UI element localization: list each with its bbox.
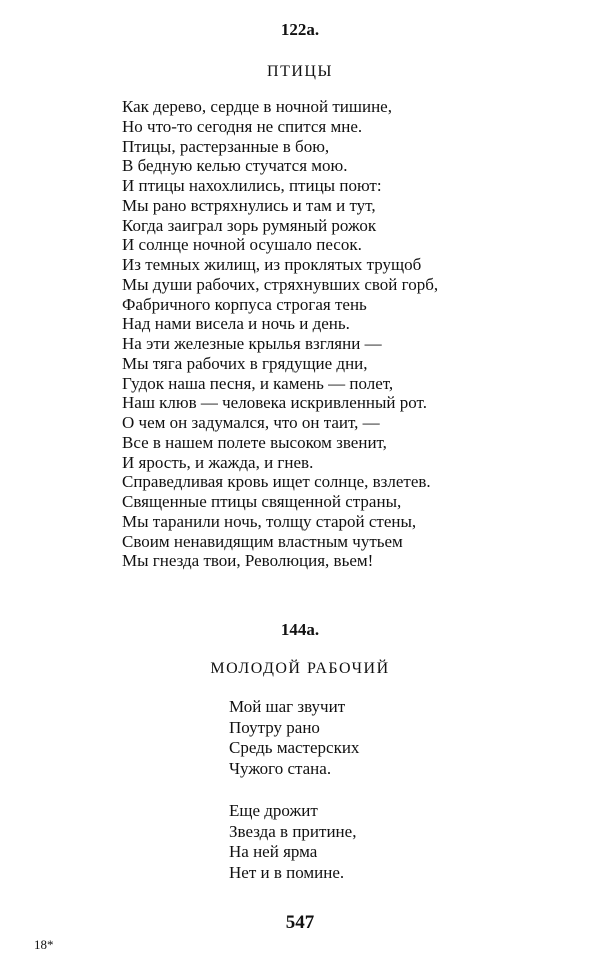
poem-line: Мы рано встряхнулись и там и тут, <box>122 195 376 215</box>
poem-line: Мы таранили ночь, толщу старой стены, <box>122 511 417 531</box>
poem-line: И солнце ночной осушало песок. <box>122 235 362 255</box>
poem-line: Еще дрожит <box>229 801 318 820</box>
poem-line: О чем он задумался, что он таит, — <box>122 413 380 432</box>
poem-line: Фабричного корпуса строгая тень <box>122 294 367 314</box>
poem-line: Когда заиграл зорь румяный рожок <box>122 215 377 235</box>
poem-line: Мы гнезда твои, Революция, вьем! <box>122 551 374 571</box>
poem-line: Справедливая кровь ищет солнце, взлетев. <box>122 472 431 492</box>
poem-line: Священные птицы священной страны, <box>122 492 402 511</box>
poem-line: Чужого стана. <box>229 759 332 779</box>
poem-title: ПТИЦЫ <box>267 63 333 80</box>
poem-line: На эти железные крылья взгляни — <box>122 334 382 353</box>
poem-line: Птицы, растерзанные в бою, <box>122 136 330 156</box>
poem-line: Из темных жилищ, из проклятых трущоб <box>122 255 422 274</box>
poem-number: 144а. <box>280 620 320 639</box>
poem-line: Наш клюв — человека искривленный рот. <box>122 393 427 413</box>
poem-stanza <box>122 97 438 571</box>
poem-line: Поутру рано <box>229 717 320 737</box>
poem-line: В бедную келью стучатся мою. <box>122 156 348 176</box>
poem-line: Звезда в притине, <box>229 821 357 841</box>
poem-stanza <box>229 697 359 780</box>
poem-line: На ней ярма <box>229 842 318 862</box>
poem-line: Как дерево, сердце в ночной тишине, <box>122 97 392 116</box>
poem-title: МОЛОДОЙ РАБОЧИЙ <box>210 660 390 677</box>
poem-line: И птицы нахохлились, птицы поют: <box>122 176 382 195</box>
poem-number: 122а. <box>280 20 320 39</box>
poem-line: Нет и в помине. <box>229 863 345 883</box>
poem-line: Над нами висела и ночь и день. <box>122 314 350 334</box>
poem-line: Мы души рабочих, стряхнувших свой горб, <box>122 274 439 294</box>
poem-line: Средь мастерских <box>229 738 360 758</box>
poem-stanza <box>229 801 356 884</box>
poem-line: И ярость, и жажда, и гнев. <box>122 452 314 472</box>
poem-line: Мы тяга рабочих в грядущие дни, <box>122 353 368 373</box>
page-number: 547 <box>285 912 315 933</box>
poem-line: Гудок наша песня, и камень — полет, <box>122 373 394 393</box>
poem-line: Но что-то сегодня не спится мне. <box>122 116 363 136</box>
signature-mark: 18* <box>34 937 54 952</box>
poem-line: Своим ненавидящим властным чутьем <box>122 531 403 551</box>
poem-line: Мой шаг звучит <box>229 697 346 716</box>
poem-line: Все в нашем полете высоком звенит, <box>122 432 387 452</box>
